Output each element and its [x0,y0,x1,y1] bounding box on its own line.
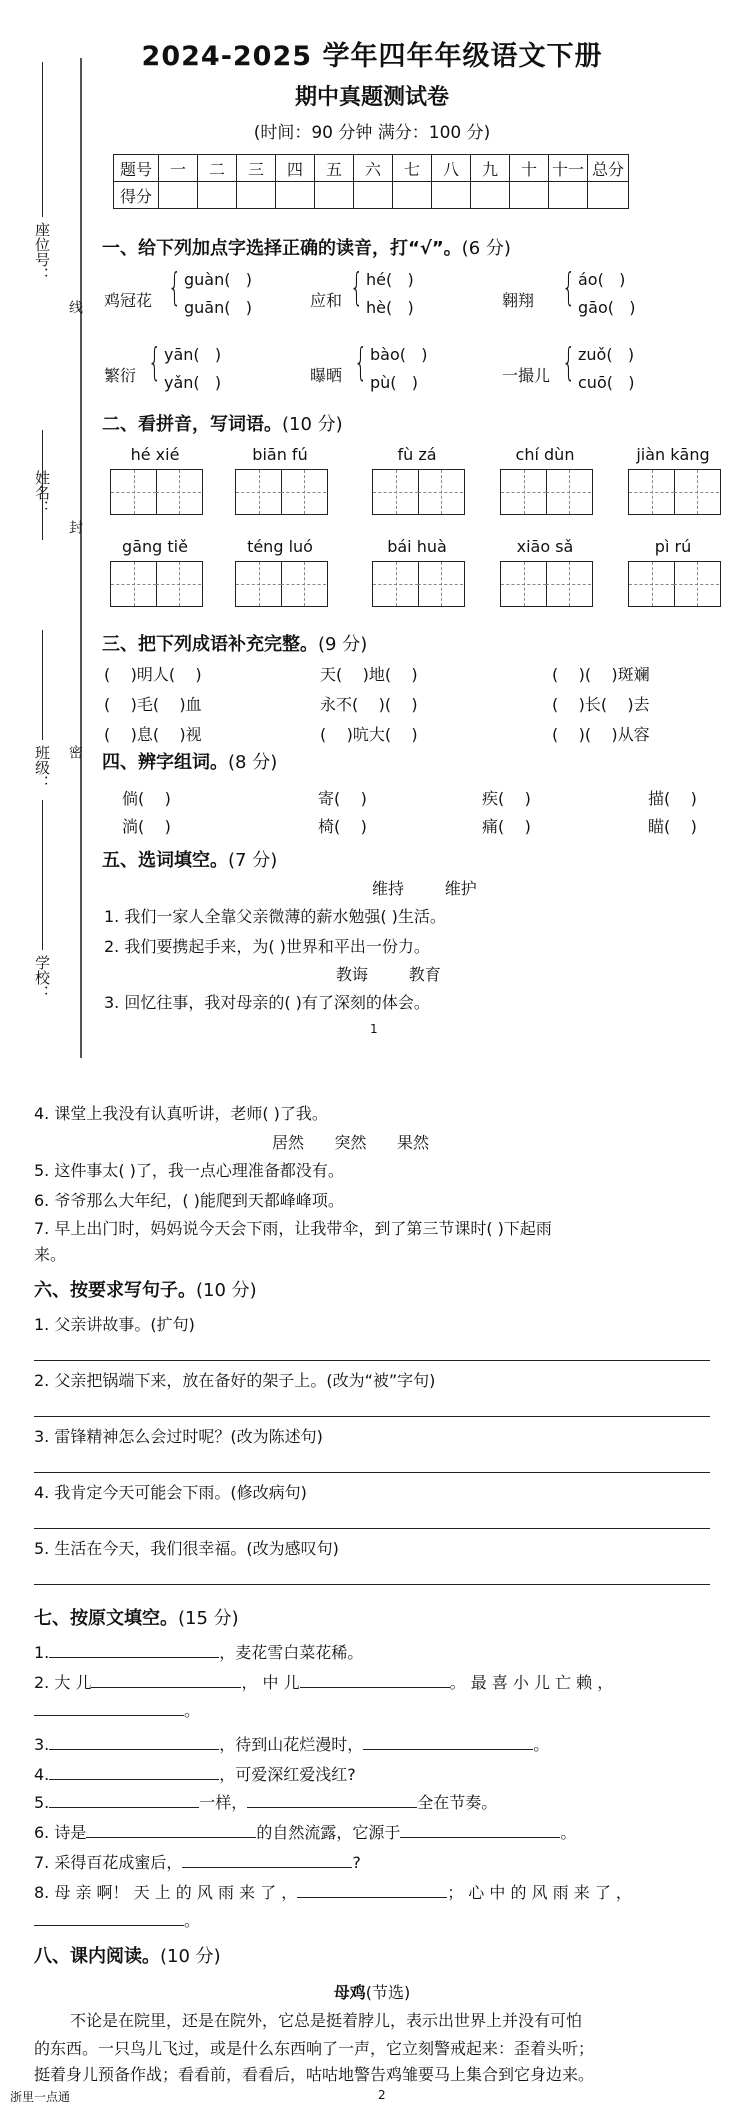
grid-cell [236,470,282,514]
q5-7a: 7. 早上出门时，妈妈说今天会下雨，让我带伞，到了第三节课时( )下起雨 [34,1219,552,1238]
q5-5: 5. 这件事太( )了，我一点心理准备都没有。 [34,1161,344,1180]
char-grid [500,469,593,515]
s1-word: 曝晒 [310,366,343,385]
school-line [42,800,43,950]
grid-cell [418,470,463,514]
seal-mi: 密 [67,745,83,759]
page-number-1: 1 [370,1022,378,1036]
fill-7-4: 4. ，可爱深红爱浅红? [34,1765,356,1784]
grid-cell [629,470,675,514]
score-cell: 得分 [114,182,159,209]
s1-word: 一撮儿 [502,366,551,385]
pinyin-row2: téng luó [247,537,313,556]
s1-brace: { [148,340,162,384]
s1-option-a: hé( ) [366,270,414,289]
score-cell [354,182,393,209]
score-table [113,154,629,209]
grid-cell [111,470,157,514]
section-7-title: 七、按原文填空。(15 分) [34,1608,239,1629]
answer-line [34,1416,710,1417]
fill-7-8b: 。 [34,1908,200,1931]
char-grid [500,561,593,607]
score-header-cell: 六 [354,155,393,182]
score-header-cell: 八 [432,155,471,182]
score-header-cell: 题号 [114,155,159,182]
idiom-item: ( )长( )去 [552,695,650,714]
score-header-cell: 三 [237,155,276,182]
section-4-title: 四、辨字组词。(8 分) [102,752,278,773]
passage-line-3: 挺着身儿预备作战；看看前，看看后，咕咕地警告鸡雏要马上集合到它身边来。 [34,2065,595,2084]
score-cell [315,182,354,209]
pinyin-row1: jiàn kāng [636,445,710,464]
grid-cell [501,562,547,606]
fill-7-7: 7. 采得百花成蜜后， ? [34,1853,361,1872]
fill-7-2: 2. 大 儿 ， 中 儿 。 最 喜 小 儿 亡 赖 ， [34,1673,614,1692]
s1-brace: { [354,340,368,384]
section-1-title: 一、给下列加点字选择正确的读音，打“√”。(6 分) [102,238,511,259]
page-number-2: 2 [378,2088,386,2102]
s1-word: 翱翔 [502,291,535,310]
seal-xian: 线 [67,300,83,314]
school-label: 学校： [33,955,51,1000]
q5-3: 3. 回忆往事，我对母亲的( )有了深刻的体会。 [104,993,430,1012]
char-grid [372,469,465,515]
score-cell [471,182,510,209]
word-group-item: 椅( ) [318,817,367,836]
passage-line-1: 不论是在院里，还是在院外，它总是挺着脖儿，表示出世界上并没有可怕 [70,2011,583,2030]
score-row [114,182,629,209]
word-group-item: 描( ) [648,789,697,808]
score-header-cell: 总分 [588,155,629,182]
idiom-item: ( )吭大( ) [320,725,418,744]
score-header-cell: 五 [315,155,354,182]
section-6-title: 六、按要求写句子。(10 分) [34,1280,257,1301]
s1-option-a: yān( ) [164,345,222,364]
score-cell [549,182,588,209]
sentence-task: 1. 父亲讲故事。(扩句) [34,1315,195,1334]
word-choice-3: 居然 突然 果然 [272,1133,430,1152]
s1-option-b: pù( ) [370,373,419,392]
passage-line-2: 的东西。一只鸟儿飞过，或是什么东西响了一声，它立刻警戒起来：歪着头听； [34,2039,595,2058]
grid-cell [674,470,719,514]
s1-option-a: zuǒ( ) [578,345,635,364]
score-header-row [114,155,629,182]
score-cell [432,182,471,209]
idiom-item: ( )( )斑斓 [552,665,650,684]
score-header-cell: 二 [198,155,237,182]
grid-cell [156,562,201,606]
q5-7b: 来。 [34,1245,67,1264]
fill-7-3: 3. ，待到山花烂漫时， 。 [34,1735,550,1754]
pinyin-row1: hé xié [130,445,180,464]
class-label: 班级： [33,745,51,790]
s1-option-b: cuō( ) [578,373,635,392]
idiom-item: ( )明人( ) [104,665,202,684]
name-label: 姓名： [33,470,51,515]
s1-option-b: yǎn( ) [164,373,222,392]
answer-line [34,1360,710,1361]
sentence-task: 5. 生活在今天，我们很幸福。(改为感叹句) [34,1539,339,1558]
word-choice-2: 教诲 教育 [336,965,441,984]
score-cell [393,182,432,209]
idiom-item: ( )息( )视 [104,725,202,744]
seat-line [42,62,43,217]
grid-cell [156,470,201,514]
class-line [42,630,43,740]
score-cell [276,182,315,209]
score-header-cell: 一 [159,155,198,182]
s1-option-b: hè( ) [366,298,414,317]
char-grid [628,561,721,607]
passage-subtitle: (节选) [365,1983,411,2002]
grid-cell [674,562,719,606]
page-subtitle: 期中真题测试卷 [294,85,449,110]
score-header-cell: 四 [276,155,315,182]
answer-line [34,1472,710,1473]
char-grid [110,469,203,515]
q5-1: 1. 我们一家人全靠父亲微薄的薪水勉强( )生活。 [104,907,446,926]
fill-7-1: 1. ，麦花雪白菜花稀。 [34,1643,364,1662]
section-2-title: 二、看拼音，写词语。(10 分) [102,414,343,435]
char-grid [372,561,465,607]
idiom-item: 天( )地( ) [320,665,418,684]
score-header-cell: 十一 [549,155,588,182]
fill-7-8: 8. 母 亲 啊！ 天 上 的 风 雨 来 了 ， ； 心 中 的 风 雨 来 了 ， [34,1883,632,1902]
word-choice-1: 维持 维护 [372,879,477,898]
idiom-item: 永不( )( ) [320,695,418,714]
s1-word: 繁衍 [104,366,137,385]
s1-brace: { [168,265,182,309]
s1-word: 应和 [310,291,343,310]
word-group-item: 痛( ) [482,817,531,836]
s1-brace: { [562,265,576,309]
time-info: (时间：90 分钟 满分：100 分) [253,123,491,143]
sentence-task: 3. 雷锋精神怎么会过时呢？(改为陈述句) [34,1427,323,1446]
score-header-cell: 十 [510,155,549,182]
idiom-item: ( )( )从容 [552,725,650,744]
pinyin-row1: biān fú [252,445,308,464]
footer-brand: 浙里一点通 [10,2090,71,2104]
score-cell [159,182,198,209]
word-group-item: 瞄( ) [648,817,697,836]
s1-option-a: guàn( ) [184,270,252,289]
pinyin-row2: bái huà [387,537,447,556]
passage-heading [0,1980,744,2003]
score-cell [588,182,629,209]
fill-7-5: 5. 一样， 全在节奏。 [34,1793,498,1812]
fill-7-2b: 。 [34,1698,200,1721]
char-grid [235,469,328,515]
pinyin-row2: gāng tiě [122,537,188,556]
grid-cell [236,562,282,606]
q5-6: 6. 爷爷那么大年纪，( )能爬到天都峰峰项。 [34,1191,344,1210]
seat-label: 座位号： [33,222,51,282]
s1-option-b: gāo( ) [578,298,636,317]
s1-brace: { [350,265,364,309]
grid-cell [111,562,157,606]
passage-title: 母鸡 [333,1983,366,2002]
grid-cell [373,470,419,514]
word-group-item: 淌( ) [122,817,171,836]
q5-2: 2. 我们要携起手来，为( )世界和平出一份力。 [104,937,430,956]
score-cell [237,182,276,209]
seal-feng: 封 [67,520,83,534]
grid-cell [629,562,675,606]
q5-4: 4. 课堂上我没有认真听讲，老师( )了我。 [34,1104,328,1123]
s1-option-a: áo( ) [578,270,626,289]
pinyin-row1: chí dùn [515,445,575,464]
s1-word: 鸡冠花 [104,291,153,310]
score-header-cell: 七 [393,155,432,182]
word-group-item: 寄( ) [318,789,367,808]
grid-cell [546,470,591,514]
score-cell [510,182,549,209]
pinyin-row2: pì rú [654,537,692,556]
word-group-item: 疾( ) [482,789,531,808]
pinyin-row1: fù zá [397,445,437,464]
binding-line [80,58,82,1058]
page-title: 2024-2025 学年四年年级语文下册 [141,41,603,72]
sentence-task: 2. 父亲把锅端下来，放在备好的架子上。(改为“被”字句) [34,1371,436,1390]
word-group-item: 倘( ) [122,789,171,808]
score-header-cell: 九 [471,155,510,182]
s1-brace: { [562,340,576,384]
grid-cell [281,562,326,606]
section-5-title: 五、选词填空。(7 分) [102,850,278,871]
answer-line [34,1584,710,1585]
char-grid [235,561,328,607]
s1-option-b: guān( ) [184,298,252,317]
section-3-title: 三、把下列成语补充完整。(9 分) [102,634,368,655]
fill-7-6: 6. 诗是 的自然流露，它源于 。 [34,1823,577,1842]
grid-cell [373,562,419,606]
sentence-task: 4. 我肯定今天可能会下雨。(修改病句) [34,1483,307,1502]
idiom-item: ( )毛( )血 [104,695,202,714]
pinyin-row2: xiāo sǎ [516,537,574,556]
grid-cell [501,470,547,514]
score-cell [198,182,237,209]
section-8-title: 八、课内阅读。(10 分) [34,1946,221,1967]
s1-option-a: bào( ) [370,345,428,364]
grid-cell [281,470,326,514]
grid-cell [418,562,463,606]
grid-cell [546,562,591,606]
char-grid [628,469,721,515]
answer-line [34,1528,710,1529]
char-grid [110,561,203,607]
